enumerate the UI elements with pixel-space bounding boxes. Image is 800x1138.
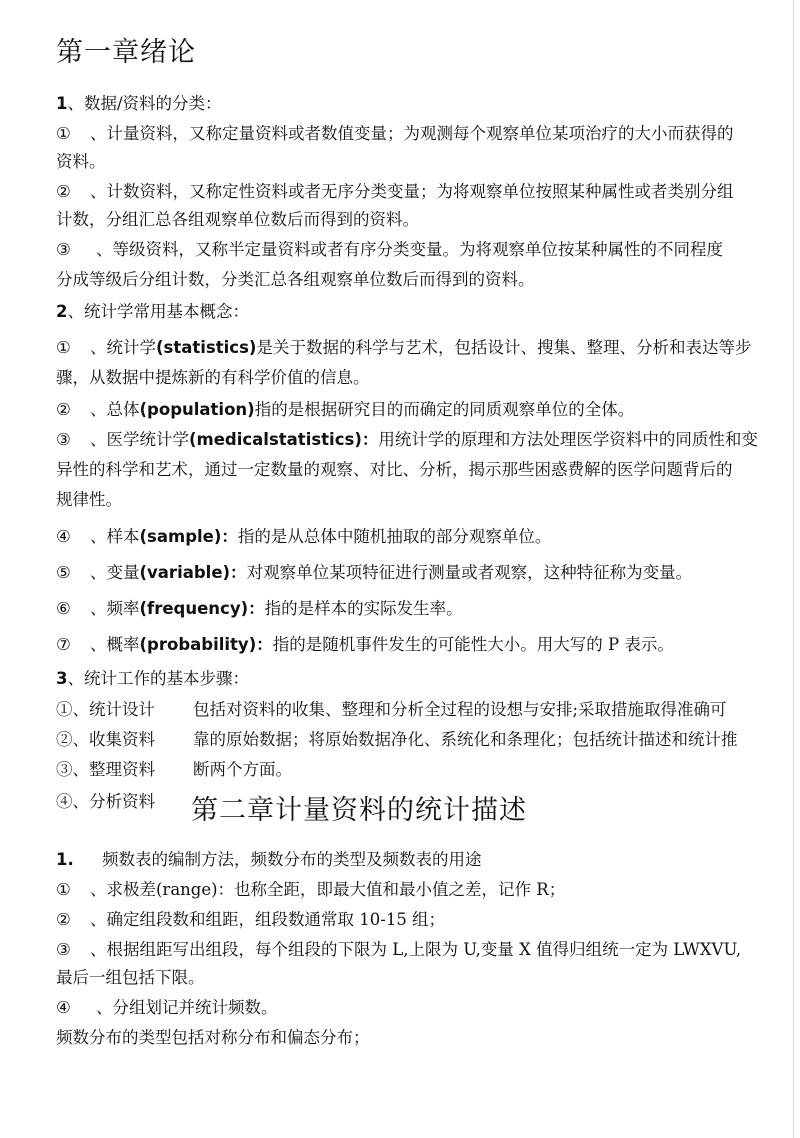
list-item xyxy=(56,998,278,1018)
list-item xyxy=(56,940,741,960)
item-mark: ③ xyxy=(56,240,71,259)
page-edge xyxy=(793,0,794,1138)
item-text: 、求极差(range)：也称全距，即最大值和最小值之差，记作 R； xyxy=(90,880,566,899)
item-text: 对观察单位某项特征进行测量或者观察，这种特征称为变量。 xyxy=(246,563,693,582)
item-continuation: 异性的科学和艺术，通过一定数量的观察、对比、分析，揭示那些困惑费解的医学问题背后的 xyxy=(56,460,733,479)
item-term: (population) xyxy=(139,400,255,419)
item-mark: ④ xyxy=(56,998,71,1017)
item-mark: ② xyxy=(56,910,71,929)
item-text: 是关于数据的科学与艺术，包括设计、搜集、整理、分析和表达等步 xyxy=(256,338,752,357)
steps-description: 包括对资料的收集、整理和分析全过程的设想与安排;采取措施取得准确可 xyxy=(193,700,727,719)
list-item xyxy=(56,527,551,547)
item-term: (frequency)： xyxy=(139,599,265,618)
item-text: 、根据组距写出组段，每个组段的下限为 L,上限为 U,变量 X 值得归组统一定为 LWXVU, xyxy=(90,940,742,959)
step-label: ③、整理资料 xyxy=(56,760,155,779)
item-mark: ② xyxy=(56,400,71,419)
item-mark: ⑤ xyxy=(56,563,71,582)
item-text: 、分组划记并统计频数。 xyxy=(96,998,278,1017)
item-term: (sample)： xyxy=(139,527,238,546)
section-3-heading-text: 、统计工作的基本步骤： xyxy=(67,669,249,688)
item-text: 用统计学的原理和方法处理医学资料中的同质性和变 xyxy=(378,430,758,449)
item-mark: ⑦ xyxy=(56,635,71,654)
item-continuation: 最后一组包括下限。 xyxy=(56,968,205,987)
item-mark: ① xyxy=(56,124,71,143)
item-mark: ⑥ xyxy=(56,599,71,618)
summary-text: 频数分布的类型包括对称分布和偏态分布； xyxy=(56,1028,370,1047)
list-item xyxy=(56,635,674,655)
list-item xyxy=(56,240,723,260)
item-continuation: 分成等级后分组计数，分类汇总各组观察单位数后而得到的资料。 xyxy=(56,270,535,289)
step-label: ④、分析资料 xyxy=(56,792,155,811)
item-mark: ② xyxy=(56,182,71,201)
section-2-heading-text: 、统计学常用基本概念： xyxy=(67,302,249,321)
item-term: (variable)： xyxy=(139,563,247,582)
section-2-number: 2 xyxy=(56,302,68,321)
item-prefix: 、统计学 xyxy=(90,338,156,357)
section-2-heading xyxy=(56,302,249,322)
list-item xyxy=(56,599,463,619)
item-mark: ④ xyxy=(56,527,71,546)
item-text: 、计数资料，又称定性资料或者无序分类变量；为将观察单位按照某种属性或者类别分组 xyxy=(90,182,734,201)
section-3-heading xyxy=(56,669,249,689)
item-term: (statistics) xyxy=(156,338,257,357)
item-text: 、确定组段数和组距，组段数通常取 10-15 组； xyxy=(90,910,446,929)
item-prefix: 、频率 xyxy=(90,599,140,618)
list-item xyxy=(56,338,751,358)
chapter-1-title: 第一章绪论 xyxy=(56,37,196,68)
item-text: 、等级资料，又称半定量资料或者有序分类变量。为将观察单位按某种属性的不同程度 xyxy=(96,240,723,259)
item-mark: ③ xyxy=(56,940,71,959)
section-number: 1. xyxy=(56,850,74,869)
section-heading-text: 频数表的编制方法，频数分布的类型及频数表的用途 xyxy=(102,850,482,869)
list-item xyxy=(56,430,758,450)
item-continuation: 规律性。 xyxy=(56,490,122,509)
list-item xyxy=(56,124,734,144)
item-prefix: 、样本 xyxy=(90,527,140,546)
list-item xyxy=(56,880,565,900)
item-text: 指的是从总体中随机抽取的部分观察单位。 xyxy=(237,527,552,546)
item-continuation: 骤，从数据中提炼新的有科学价值的信息。 xyxy=(56,368,370,387)
item-text: 指的是样本的实际发生率。 xyxy=(264,599,463,618)
item-prefix: 、总体 xyxy=(90,400,140,419)
chapter-2-section-1-heading xyxy=(56,850,482,870)
steps-description: 断两个方面。 xyxy=(193,760,292,779)
chapter-2-title: 第二章计量资料的统计描述 xyxy=(191,795,527,826)
section-1-heading xyxy=(56,94,222,114)
section-1-heading-text: 、数据/资料的分类： xyxy=(67,94,222,113)
list-item xyxy=(56,563,692,583)
step-label: ①、统计设计 xyxy=(56,700,155,719)
section-1-number: 1 xyxy=(56,94,68,113)
item-prefix: 、概率 xyxy=(90,635,140,654)
item-mark: ① xyxy=(56,880,71,899)
step-label: ②、收集资料 xyxy=(56,730,155,749)
item-continuation: 资料。 xyxy=(56,152,106,171)
item-term: (medicalstatistics)： xyxy=(189,430,379,449)
item-text: 指的是根据研究目的而确定的同质观察单位的全体。 xyxy=(254,400,635,419)
item-prefix: 、医学统计学 xyxy=(90,430,189,449)
list-item xyxy=(56,182,734,202)
item-mark: ① xyxy=(56,338,71,357)
item-text: 、计量资料，又称定量资料或者数值变量；为观测每个观察单位某项治疗的大小而获得的 xyxy=(90,124,734,143)
steps-description: 靠的原始数据；将原始数据净化、系统化和条理化；包括统计描述和统计推 xyxy=(193,730,738,749)
item-mark: ③ xyxy=(56,430,71,449)
list-item xyxy=(56,400,634,420)
item-term: (probability)： xyxy=(139,635,273,654)
section-3-number: 3 xyxy=(56,669,68,688)
list-item xyxy=(56,910,445,930)
item-text: 指的是随机事件发生的可能性大小。用大写的 P 表示。 xyxy=(272,635,674,654)
item-continuation: 计数，分组汇总各组观察单位数后而得到的资料。 xyxy=(56,210,419,229)
item-prefix: 、变量 xyxy=(90,563,140,582)
